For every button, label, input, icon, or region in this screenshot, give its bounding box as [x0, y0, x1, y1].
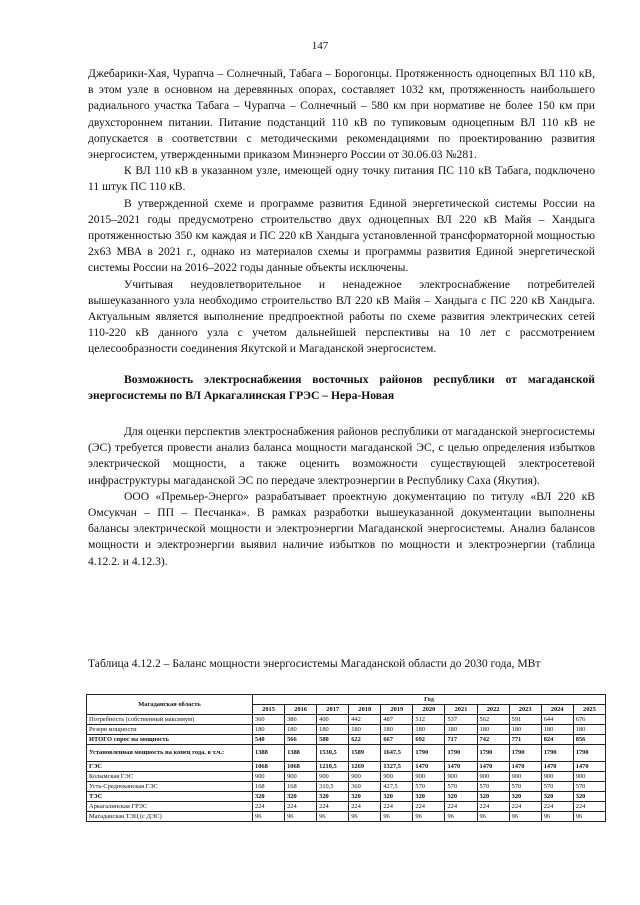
cell-value: 320	[317, 792, 349, 802]
cell-value: 180	[253, 725, 285, 735]
cell-value: 570	[445, 782, 477, 792]
cell-value: 320	[349, 792, 381, 802]
cell-value: 717	[445, 735, 477, 745]
cell-value: 900	[413, 772, 445, 782]
cell-value: 570	[541, 782, 573, 792]
cell-value: 692	[413, 735, 445, 745]
cell-value: 320	[541, 792, 573, 802]
cell-value: 900	[253, 772, 285, 782]
row-label: Аркагалинская ГРЭС	[87, 802, 253, 812]
cell-value: 1470	[541, 762, 573, 772]
table-row	[87, 802, 606, 812]
cell-value: 320	[253, 792, 285, 802]
cell-value: 570	[477, 782, 509, 792]
cell-value: 224	[445, 802, 477, 812]
balance-table-container	[86, 694, 606, 822]
header-year: 2016	[285, 705, 317, 715]
cell-value: 512	[413, 715, 445, 725]
cell-value: 427,5	[381, 782, 413, 792]
table-row	[87, 762, 606, 772]
cell-value: 562	[477, 715, 509, 725]
cell-value: 580	[317, 735, 349, 745]
paragraph-3: В утвержденной схеме и программе развития Единой энергетической системы России на 2015–2021 годы предусмотрено строительство двух одноцепных ВЛ 220 кВ Майя – Хандыга протяженностью 350 км каждая и ПС 220 кВ Хандыга установленной трансформаторной мощностью 2х63 МВА в 2021 г., однако из материалов схемы и программы развития Единой энергетической системы России на 2016–2022 годы данные объекты исключены.	[88, 196, 595, 275]
cell-value: 96	[509, 812, 541, 822]
cell-value: 1790	[445, 745, 477, 762]
cell-value: 676	[573, 715, 605, 725]
cell-value: 320	[285, 792, 317, 802]
header-year: 2024	[541, 705, 573, 715]
cell-value: 742	[477, 735, 509, 745]
cell-value: 360	[253, 715, 285, 725]
cell-value: 224	[573, 802, 605, 812]
row-label: Колымская ГЭС	[87, 772, 253, 782]
cell-value: 224	[317, 802, 349, 812]
cell-value: 180	[573, 725, 605, 735]
cell-value: 1470	[509, 762, 541, 772]
cell-value: 180	[477, 725, 509, 735]
cell-value: 900	[285, 772, 317, 782]
cell-value: 1388	[253, 745, 285, 762]
cell-value: 900	[317, 772, 349, 782]
cell-value: 487	[381, 715, 413, 725]
header-year: 2015	[253, 705, 285, 715]
row-label: ТЭС	[87, 792, 253, 802]
cell-value: 96	[477, 812, 509, 822]
cell-value: 224	[477, 802, 509, 812]
cell-value: 1068	[253, 762, 285, 772]
cell-value: 1388	[285, 745, 317, 762]
cell-value: 386	[285, 715, 317, 725]
cell-value: 320	[573, 792, 605, 802]
cell-value: 369	[349, 782, 381, 792]
cell-value: 320	[413, 792, 445, 802]
cell-value: 310,5	[317, 782, 349, 792]
header-year: 2019	[381, 705, 413, 715]
cell-value: 1589	[349, 745, 381, 762]
cell-value: 224	[509, 802, 541, 812]
header-year: 2020	[413, 705, 445, 715]
cell-value: 1790	[509, 745, 541, 762]
balance-table	[86, 694, 606, 822]
table-row	[87, 745, 606, 762]
section-heading: Возможность электроснабжения восточных районов республики от магаданской энергосистемы по ВЛ Аркагалинская ГРЭС – Нера-Новая	[88, 372, 595, 402]
header-year: 2018	[349, 705, 381, 715]
header-year: 2025	[573, 705, 605, 715]
paragraph-1: Джебарики-Хая, Чурапча – Солнечный, Табага – Борогонцы. Протяженность одноцепных ВЛ 110 кВ, в этом узле в основном на деревянных опорах, составляет 1032 км, протяженность наибольшего радиального участка Табага – Чурапча – Солнечный – 580 км при нормативе не более 150 км при двухстороннем питании. Питание подстанций 110 кВ по тупиковым одноцепным ВЛ 110 кВ не допускается в соответствии с методическими рекомендациями по проектированию развития энергосистем, утвержденными приказом Минэнерго России от 30.06.03 №281.	[88, 67, 595, 162]
cell-value: 320	[509, 792, 541, 802]
cell-value: 1470	[477, 762, 509, 772]
cell-value: 900	[477, 772, 509, 782]
cell-value: 180	[413, 725, 445, 735]
header-year: 2022	[477, 705, 509, 715]
row-label: ИТОГО спрос на мощность	[87, 735, 253, 745]
cell-value: 856	[573, 735, 605, 745]
cell-value: 570	[573, 782, 605, 792]
cell-value: 320	[381, 792, 413, 802]
cell-value: 96	[541, 812, 573, 822]
cell-value: 1068	[285, 762, 317, 772]
cell-value: 1647,5	[381, 745, 413, 762]
paragraph-5: Для оценки перспектив электроснабжения районов республики от магаданской энергосистемы (ЭС) требуется провести анализ баланса мощности магаданской ЭС, с целью определения избытков электрической мощности, а также оценить возможности существующей электросетевой инфраструктуры магаданской ЭС по передаче электроэнергии в Республику Саха (Якутия).	[88, 425, 595, 487]
cell-value: 180	[509, 725, 541, 735]
cell-value: 224	[541, 802, 573, 812]
paragraph-2: К ВЛ 110 кВ в указанном узле, имеющей одну точку питания ПС 110 кВ Табага, подключено 11 штук ПС 110 кВ.	[88, 164, 595, 194]
cell-value: 320	[445, 792, 477, 802]
cell-value: 180	[381, 725, 413, 735]
cell-value: 96	[317, 812, 349, 822]
cell-value: 570	[509, 782, 541, 792]
cell-value: 900	[349, 772, 381, 782]
table-caption: Таблица 4.12.2 – Баланс мощности энергосистемы Магаданской области до 2030 года, МВт	[88, 657, 541, 670]
cell-value: 540	[253, 735, 285, 745]
cell-value: 570	[413, 782, 445, 792]
row-label: ГЭС	[87, 762, 253, 772]
row-label: Магаданская ТЭЦ (с ДЭС)	[87, 812, 253, 822]
cell-value: 168	[285, 782, 317, 792]
cell-value: 224	[413, 802, 445, 812]
cell-value: 96	[573, 812, 605, 822]
cell-value: 96	[381, 812, 413, 822]
cell-value: 180	[285, 725, 317, 735]
cell-value: 96	[285, 812, 317, 822]
cell-value: 1790	[413, 745, 445, 762]
page-number: 147	[311, 40, 329, 52]
cell-value: 667	[381, 735, 413, 745]
cell-value: 900	[445, 772, 477, 782]
cell-value: 900	[573, 772, 605, 782]
cell-value: 824	[541, 735, 573, 745]
cell-value: 400	[317, 715, 349, 725]
cell-value: 1790	[541, 745, 573, 762]
paragraph-4: Учитывая неудовлетворительное и ненадежное электроснабжение потребителей вышеуказанного узла необходимо строительство ВЛ 220 кВ Майя – Хандыга с ПС 220 кВ Хандыга. Актуальным является выполнение предпроектной работы по схеме развития электрических сетей 110-220 кВ данного узла с учетом дальнейшей перспективы на 10 лет с рассмотрением целесообразности соединения Якутской и Магаданской энергосистем.	[88, 277, 595, 356]
cell-value: 900	[509, 772, 541, 782]
table-row	[87, 792, 606, 802]
header-year-group: Год	[253, 695, 606, 705]
cell-value: 644	[541, 715, 573, 725]
paragraph-6: ООО «Премьер-Энерго» разрабатывает проектную документацию по титулу «ВЛ 220 кВ Омсукчан – ПП – Песчанка». В рамках разработки вышеуказанной документации выполнены балансы электрической мощности и электроэнергии Магаданской энергосистемы. Анализ балансов мощности и электроэнергии выявил наличие избытков по мощности и электроэнергии (таблица 4.12.2. и 4.12.3).	[88, 489, 595, 568]
cell-value: 442	[349, 715, 381, 725]
cell-value: 180	[445, 725, 477, 735]
cell-value: 224	[285, 802, 317, 812]
cell-value: 537	[445, 715, 477, 725]
cell-value: 1470	[413, 762, 445, 772]
cell-value: 1470	[445, 762, 477, 772]
row-label: Резерв мощности	[87, 725, 253, 735]
cell-value: 96	[445, 812, 477, 822]
cell-value: 771	[509, 735, 541, 745]
cell-value: 1210,5	[317, 762, 349, 772]
cell-value: 96	[413, 812, 445, 822]
cell-value: 1790	[573, 745, 605, 762]
cell-value: 168	[253, 782, 285, 792]
cell-value: 1530,5	[317, 745, 349, 762]
header-year: 2021	[445, 705, 477, 715]
table-row	[87, 782, 606, 792]
header-year: 2023	[509, 705, 541, 715]
cell-value: 180	[317, 725, 349, 735]
table-row	[87, 812, 606, 822]
cell-value: 1269	[349, 762, 381, 772]
cell-value: 622	[349, 735, 381, 745]
cell-value: 1790	[477, 745, 509, 762]
table-body	[87, 715, 606, 822]
body-text	[88, 66, 595, 570]
cell-value: 180	[541, 725, 573, 735]
cell-value: 320	[477, 792, 509, 802]
cell-value: 591	[509, 715, 541, 725]
row-label: Усть-Среднеканская ГЭС	[87, 782, 253, 792]
cell-value: 224	[349, 802, 381, 812]
table-row	[87, 772, 606, 782]
header-year: 2017	[317, 705, 349, 715]
cell-value: 900	[381, 772, 413, 782]
cell-value: 180	[349, 725, 381, 735]
table-header-row-1	[87, 695, 606, 705]
cell-value: 1470	[573, 762, 605, 772]
cell-value: 900	[541, 772, 573, 782]
cell-value: 1327,5	[381, 762, 413, 772]
row-label: Потребность (собственный максимум)	[87, 715, 253, 725]
cell-value: 224	[253, 802, 285, 812]
row-label: Установленная мощность на конец года, в т.ч.:	[87, 745, 253, 762]
cell-value: 96	[349, 812, 381, 822]
cell-value: 224	[381, 802, 413, 812]
table-row	[87, 715, 606, 725]
header-region: Магаданская область	[87, 695, 253, 715]
table-row	[87, 725, 606, 735]
table-row	[87, 735, 606, 745]
cell-value: 96	[253, 812, 285, 822]
cell-value: 566	[285, 735, 317, 745]
